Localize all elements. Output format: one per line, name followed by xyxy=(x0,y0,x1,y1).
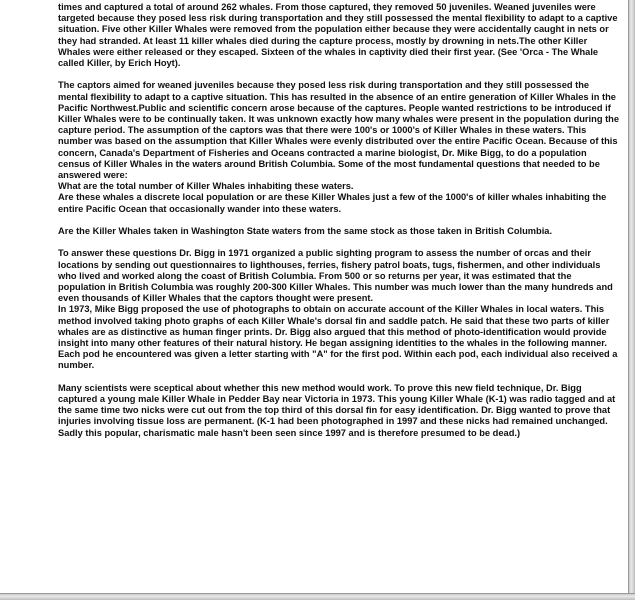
document-body xyxy=(58,0,620,450)
page-edge-bottom xyxy=(0,593,635,600)
paragraph-capture-totals: times and captured a total of around 262 whales. From those captured, they removed 50 juveniles. Weaned juveniles were targeted because they posed less risk during transportation and they still possessed the mental flexibility to adapt to a captive situation. Five other Killer Whales were removed from the population either because they were accidentally caught in nets or they had stranded. At least 11 killer whales died during the capture process, mostly by drowning in nets.The other Killer Whales were either released or they escaped. Sixteen of the whales in captivity died their first year. (See 'Orca - The Whale called Killer, by Erich Hoyt). xyxy=(58,2,618,69)
paragraph-bigg-census: To answer these questions Dr. Bigg in 1971 organized a public sighting program to assess the number of orcas and their locations by sending out questionnaires to lighthouses, ferries, fishery patrol boats, tugs, fishermen, and other individuals who lived and worked along the coast of British Columbia. From 500 or so returns per year, it was estimated that the population in British Columbia was roughly 200-300 Killer Whales. This number was much lower than the many hundreds and even thousands of Killer Whales that the captors thought were present. In 1973, Mike Bigg proposed the use of photographs to obtain on accurate account of the Killer Whales in local waters. This method involved taking photo graphs of each Killer Whale's dorsal fin and saddle patch. He said that these two parts of killer whales are as distinctive as human finger prints. Dr. Bigg also argued that this method of photo-identification would provide insight into many other features of their natural history. He began assigning identities to the whales in the following manner. Each pod he encountered was given a letter starting with "A" for the first pod. Within each pod, each individual also received a number. xyxy=(58,248,618,371)
page-edge-right xyxy=(628,0,635,600)
paragraph-k1-experiment: Many scientists were sceptical about whether this new method would work. To prove this new field technique, Dr. Bigg captured a young male Killer Whale in Pedder Bay near Victoria in 1973. This young Killer Whale (K-1) was radio tagged and at the same time two nicks were cut out from the top third of this dorsal fin for easy identification. Dr. Bigg wanted to prove that injuries involving tissue loss are permanent. (K-1 had been photographed in 1997 and these nicks had remained unchanged. Sadly this popular, charismatic male hasn't been seen since 1997 and is therefore presumed to be dead.) xyxy=(58,382,616,438)
paragraph-captors-concern: The captors aimed for weaned juveniles because they posed less risk during transportation and they still possessed the mental flexibility to adapt to a captive situation. This has resulted in the absence of an entire generation of Killer Whales in the Pacific Northwest.Public and scientific concern arose because of the captures. People wanted restrictions to be introduced if Killer Whales were to be continually taken. It was unknown exactly how many whales were present in the population during the capture period. The assumption of the captors was that there were 100's or 1000's of Killer Whales in these waters. This number was based on the assumption that Killer Whales were evenly distributed over the entire Pacific Ocean. Because of this concern, Canada's Department of Fisheries and Oceans contracted a marine biologist, Dr. Mike Bigg, to do a population census of Killer Whales in the waters around British Columbia. Some of the most fundamental questions that needed to be answered were: What are the total number of Killer Whales inhabiting these waters. Are these whales a discrete local population or are these Killer Whales just a few of the 1000's of killer whales inhabiting the entire Pacific Ocean that occasionally wander into these waters. xyxy=(58,80,620,214)
paragraph-washington-question: Are the Killer Whales taken in Washington State waters from the same stock as those taken in British Columbia. xyxy=(58,226,553,237)
